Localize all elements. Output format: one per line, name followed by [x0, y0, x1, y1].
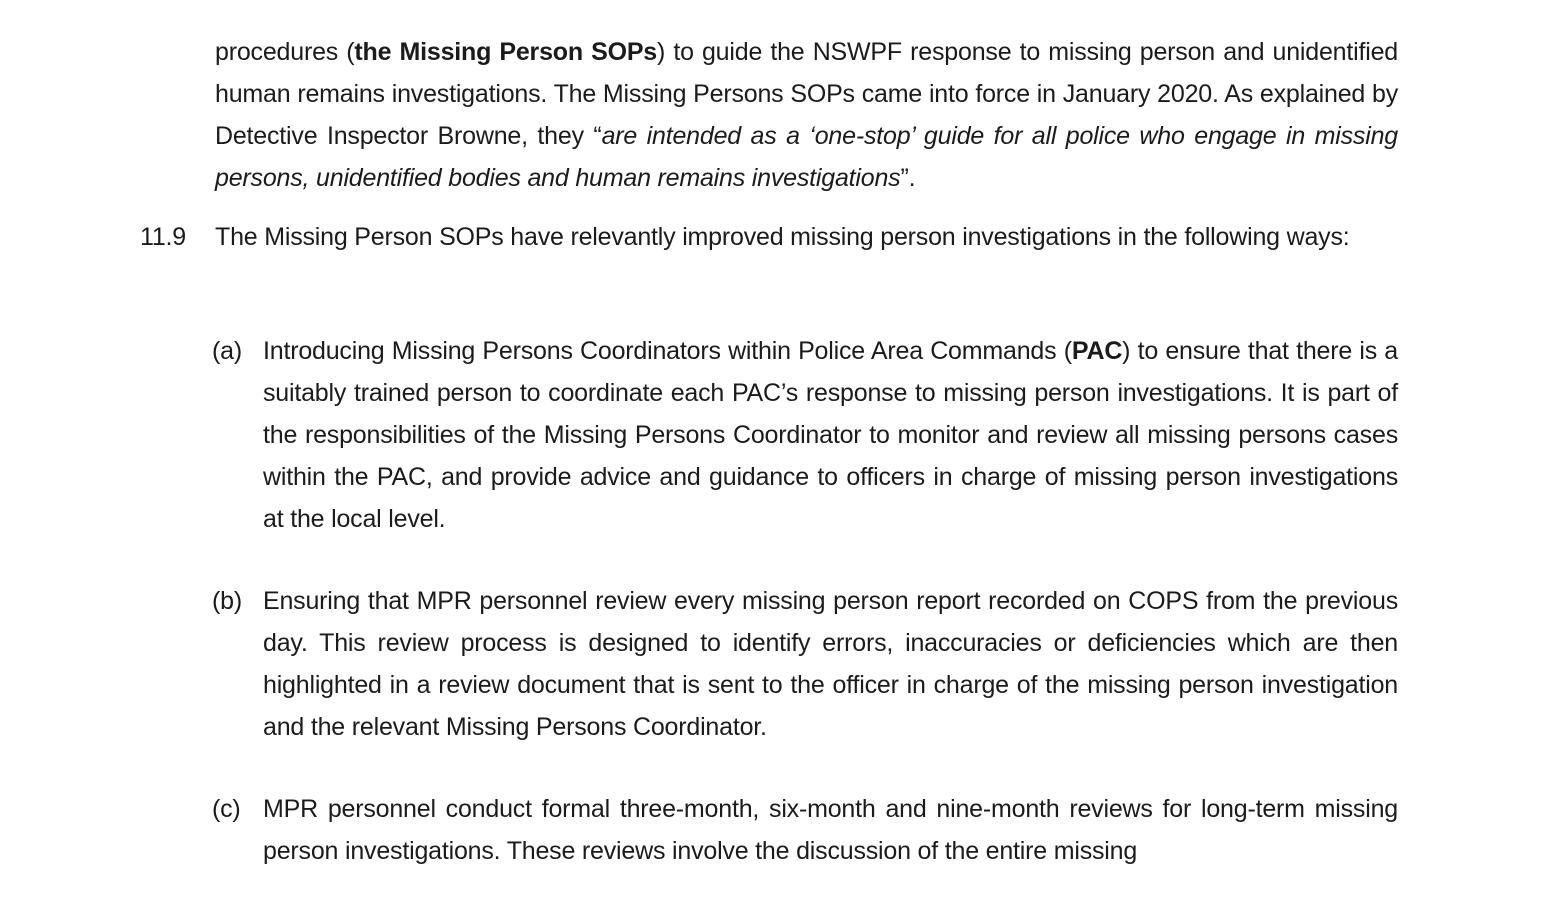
- paragraph-body: The Missing Person SOPs have relevantly improved missing person investigations in the following ways:: [215, 223, 1350, 251]
- sub-item-list: [212, 330, 1398, 912]
- list-item-label: (a): [212, 337, 242, 365]
- list-item-body: Introducing Missing Persons Coordinators within Police Area Commands (PAC) to ensure that there is a suitably trained person to coordinate each PAC’s response to missing person investigations. It is part of the responsibilities of the Missing Persons Coordinator to monitor and review all missing persons cases within the PAC, and provide advice and guidance to officers in charge of missing person investigations at the local level.: [263, 337, 1399, 533]
- list-item-label: (c): [212, 795, 241, 823]
- paragraph-number: 11.9: [140, 223, 187, 251]
- list-item-label: (b): [212, 587, 242, 615]
- list-item-b: [212, 580, 1398, 748]
- list-item-c: [212, 788, 1398, 872]
- paragraph-11-9: [140, 216, 1398, 258]
- intro-paragraph: procedures (the Missing Person SOPs) to guide the NSWPF response to missing person and unidentified human remains investigations. The Missing Persons SOPs came into force in January 2020. As explained by Detective Inspector Browne, they “are intended as a ‘one-stop’ guide for all police who engage in missing persons, unidentified bodies and human remains investigations”.: [215, 38, 1398, 192]
- list-item-a: [212, 330, 1398, 540]
- list-item-body: Ensuring that MPR personnel review every missing person report recorded on COPS from the previous day. This review process is designed to identify errors, inaccuracies or deficiencies which are then highlighted in a review document that is sent to the officer in charge of the missing person investigation and the relevant Missing Persons Coordinator.: [263, 587, 1398, 741]
- list-item-body: MPR personnel conduct formal three-month, six-month and nine-month reviews for long-term missing person investigations. These reviews involve the discussion of the entire missing: [263, 795, 1398, 865]
